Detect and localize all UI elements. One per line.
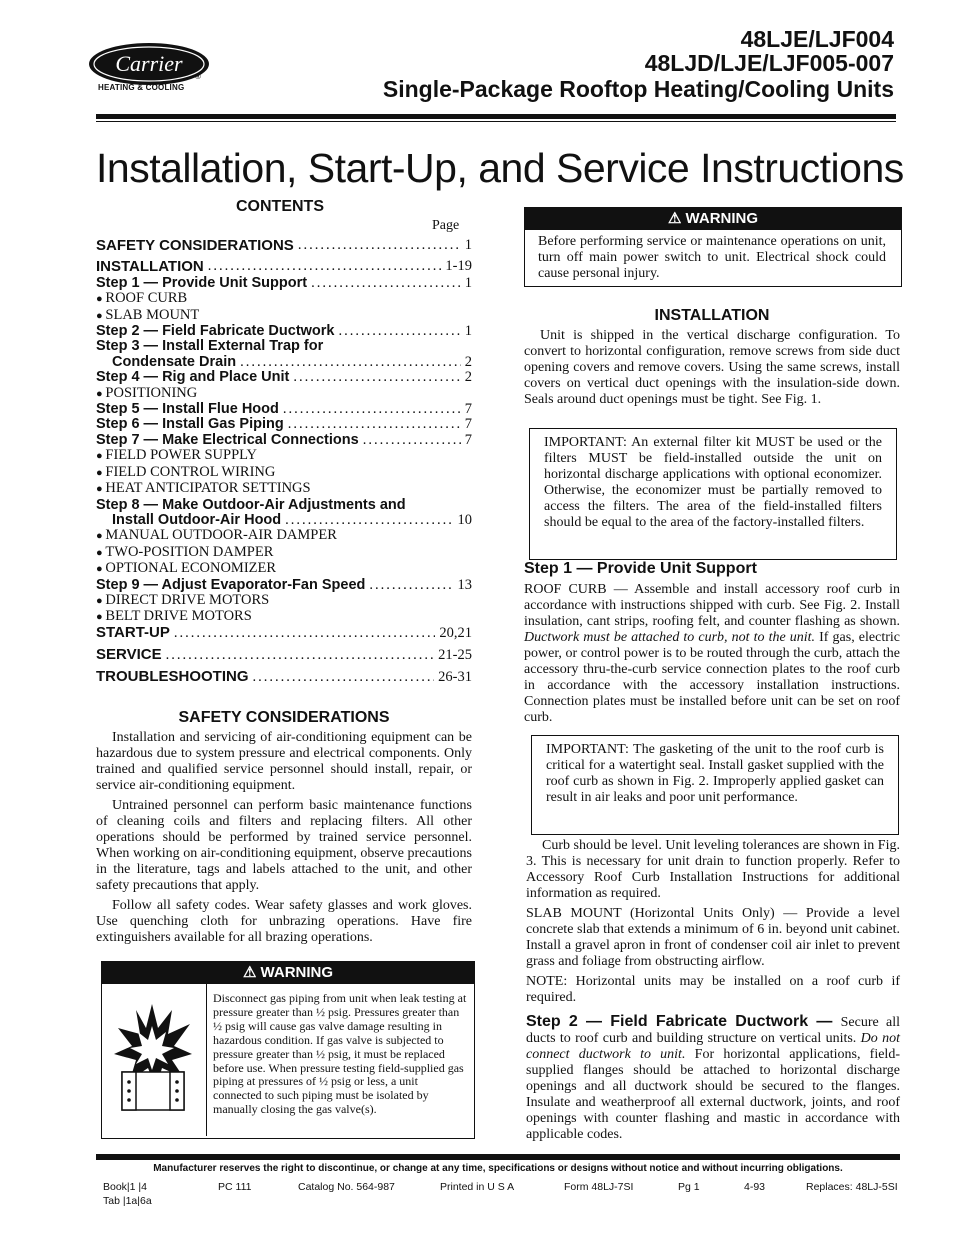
toc-entry[interactable]: Step 7 — Make Electrical Connections ..... 7 (96, 433, 472, 448)
step2-text-2: For horizontal applications, field-supplied flanges should be attached to horizontal discharge openings and all ductwork should be secured to the flanges. Insulate and weatherproof all external ductwork, joints, and roof openings with counter flashing and mastic in accordance with applicable codes. (526, 1047, 900, 1142)
explosion-hazard-icon (112, 1002, 192, 1112)
toc-entry-troubleshooting[interactable]: TROUBLESHOOTING ..... 26-31 (96, 666, 472, 688)
toc-entry[interactable]: Step 1 — Provide Unit Support ..... 1 (96, 276, 472, 291)
toc-entry[interactable]: Install Outdoor-Air Hood ..... 10 (96, 513, 472, 528)
toc-bullet: ● BELT DRIVE MOTORS (96, 609, 472, 625)
model-line-1: 48LJE/LJF004 (740, 26, 894, 52)
contents-heading: CONTENTS (236, 198, 324, 215)
toc-bullet: ● FIELD CONTROL WIRING (96, 465, 472, 481)
note-paragraph: NOTE: Horizontal units may be installed on a roof curb if required. (526, 974, 900, 1005)
slab-mount-paragraph: SLAB MOUNT (Horizontal Units Only) — Provide a level concrete slab that extends a minimum of 6 in. beyond unit cabinet. Install a gravel apron in front of condenser coil air inlet to prevent grass and foliage from obstructing airflow. (526, 906, 900, 969)
step1-heading: Step 1 — Provide Unit Support (524, 560, 757, 577)
footer-rule (96, 1154, 900, 1160)
step2-text: Secure all ducts to roof curb and building structure on vertical units. (526, 1015, 901, 1046)
toc-bullet: ● MANUAL OUTDOOR-AIR DAMPER (96, 528, 472, 544)
power-warning-box (524, 207, 902, 287)
toc-entry[interactable]: SAFETY CONSIDERATIONS ..... 1 (96, 238, 472, 253)
toc-bullet: ● HEAT ANTICIPATOR SETTINGS (96, 481, 472, 497)
roof-curb-text-2: If gas, electric power, or control power is to be routed through the curb, attach the accessory thru-the-curb service connection plates to the roof curb in accordance with the accessory installation instructions. Connection plates must be installed before unit can be set on roof curb. (524, 630, 900, 725)
page-column-label: Page (432, 218, 460, 233)
footer-replaces: Replaces: 48LJ-5SI (806, 1181, 898, 1193)
step1-roof-curb (524, 582, 900, 730)
model-line-2: 48LJD/LJE/LJF005-007 (644, 50, 894, 76)
toc-tail (96, 622, 472, 688)
toc-entry[interactable]: Condensate Drain ..... 2 (96, 355, 472, 370)
page-title: Installation, Start-Up, and Service Instructions (96, 145, 904, 191)
toc-entry[interactable]: Step 9 — Adjust Evaporator-Fan Speed ..... 13 (96, 578, 472, 593)
warning-label: ⚠ WARNING (102, 962, 474, 984)
document-subtitle: Single-Package Rooftop Heating/Cooling Units (382, 76, 894, 102)
step2-section (526, 1014, 900, 1147)
svg-text:Carrier: Carrier (115, 51, 183, 76)
gas-warning-text: Disconnect gas piping from unit when leak testing at pressure greater than ½ psig. Pressures greater than ½ psig will cause gas valve damage resulting in hazardous condition. If gas valve is subjected to pressure greater than ½ psig, it must be replaced before use. When pressure testing field-supplied gas piping at pressures of ½ psig or less, a unit connected to such piping must be isolated by manually closing the gas valve(s). (213, 991, 467, 1117)
toc-bullet: ● TWO-POSITION DAMPER (96, 545, 472, 561)
footer-printed: Printed in U S A (440, 1181, 515, 1193)
toc-bullet: ● SLAB MOUNT (96, 308, 472, 324)
step2-heading: Step 2 — Field Fabricate Ductwork — (526, 1013, 841, 1030)
safety-heading: SAFETY CONSIDERATIONS (178, 709, 390, 726)
footer-tab: Tab |1a|6a (103, 1195, 152, 1207)
footer-catalog: Catalog No. 564-987 (298, 1181, 395, 1193)
installation-heading: INSTALLATION (654, 307, 770, 324)
curb-level-paragraph: Curb should be level. Unit leveling tolerances are shown in Fig. 3. This is necessary for unit drain to function properly. Refer to Accessory Roof Curb Installation Instructions for additional information as required. (526, 838, 900, 901)
installation-paragraph: Unit is shipped in the vertical discharge configuration. To convert to horizontal configuration, remove screws from side duct opening covers and remove covers. Using the same screws, install covers on vertical duct openings with the insulation-side down. Seals around duct openings must be tight. See Fig. 1. (524, 328, 900, 407)
footer-book: Book|1 |4 (103, 1181, 147, 1193)
toc-bullet: ● FIELD POWER SUPPLY (96, 448, 472, 464)
toc-entry[interactable]: INSTALLATION ..... 1-19 (96, 259, 472, 274)
table-of-contents (96, 238, 472, 626)
safety-paragraph-3: Follow all safety codes. Wear safety glasses and work gloves. Use quenching cloth for unbrazing operations. Have fire extinguishers available for all brazing operations. (96, 898, 472, 945)
important-filter-box: IMPORTANT: An external filter kit MUST be used or the filters MUST be field-installed outside the unit on horizontal discharge applications with optional economizer. Otherwise, the economizer must be partially removed to access the filters. The area of the field-installed filters should be equal to the area of the factory-installed filters. (529, 428, 897, 560)
toc-entry-startup[interactable]: START-UP ..... 20,21 (96, 622, 472, 644)
safety-body (96, 730, 472, 950)
toc-bullet: ● DIRECT DRIVE MOTORS (96, 593, 472, 609)
footer-disclaimer: Manufacturer reserves the right to discontinue, or change at any time, specifications or designs without notice and without incurring obligations. (153, 1163, 843, 1174)
footer-pc: PC 111 (218, 1181, 252, 1193)
toc-bullet: ● POSITIONING (96, 386, 472, 402)
safety-paragraph-1: Installation and servicing of air-conditioning equipment can be hazardous due to system pressure and electrical components. Only trained and qualified service personnel should install, repair, or service air-conditioning equipment. (96, 730, 472, 793)
roof-curb-emphasis: Ductwork must be attached to curb, not to the unit. (524, 630, 816, 645)
footer-date: 4-93 (744, 1181, 766, 1193)
warning-divider (206, 984, 207, 1136)
toc-entry[interactable]: Step 4 — Rig and Place Unit ..... 2 (96, 370, 472, 385)
registered-mark: ® (195, 72, 201, 81)
step2-emphasis: Do not connect ductwork to unit. (526, 1031, 900, 1062)
roof-curb-lead: ROOF CURB — (524, 582, 635, 597)
toc-bullet: ● OPTIONAL ECONOMIZER (96, 561, 472, 577)
toc-entry[interactable]: Step 5 — Install Flue Hood ..... 7 (96, 402, 472, 417)
header-rule (96, 114, 896, 119)
safety-paragraph-2: Untrained personnel can perform basic maintenance functions of cleaning coils and filters and replacing filters. All other operations should be performed by trained service personnel. When working on air-conditioning equipment, observe precautions in the literature, tags and labels attached to the unit, and other safety precautions that apply. (96, 798, 472, 893)
toc-entry[interactable]: Step 6 — Install Gas Piping ..... 7 (96, 417, 472, 432)
toc-bullet: ● ROOF CURB (96, 291, 472, 307)
gas-warning-box (101, 961, 475, 1139)
toc-entry-service[interactable]: SERVICE ..... 21-25 (96, 644, 472, 666)
roof-curb-text: Assemble and install accessory roof curb in accordance with instructions shipped with curb. See Fig. 2. Install insulation, cant strips, roofing felt, and counter flashing as shown. (524, 582, 900, 629)
important-gasket-box: IMPORTANT: The gasketing of the unit to the roof curb is critical for a watertight seal. Install gasket supplied with the roof curb as shown in Fig. 2. Improperly applied gasket can result in air leaks and poor unit performance. (531, 735, 899, 835)
footer-page: Pg 1 (678, 1181, 700, 1193)
installation-body (524, 328, 900, 412)
toc-entry[interactable]: Step 2 — Field Fabricate Ductwork ..... 1 (96, 324, 472, 339)
header-rule-thin (96, 121, 896, 122)
footer-form: Form 48LJ-7SI (564, 1181, 634, 1193)
step1-continued (526, 838, 900, 1010)
warning-label: ⚠ WARNING (525, 208, 901, 230)
toc-entry-head[interactable]: Step 3 — Install External Trap for (96, 338, 324, 355)
brand-tagline: HEATING & COOLING (98, 83, 185, 92)
power-warning-text: Before performing service or maintenance operations on unit, turn off main power switch to unit. Electrical shock could cause personal injury. (538, 234, 886, 281)
toc-entry-head[interactable]: Step 8 — Make Outdoor-Air Adjustments and (96, 496, 406, 513)
